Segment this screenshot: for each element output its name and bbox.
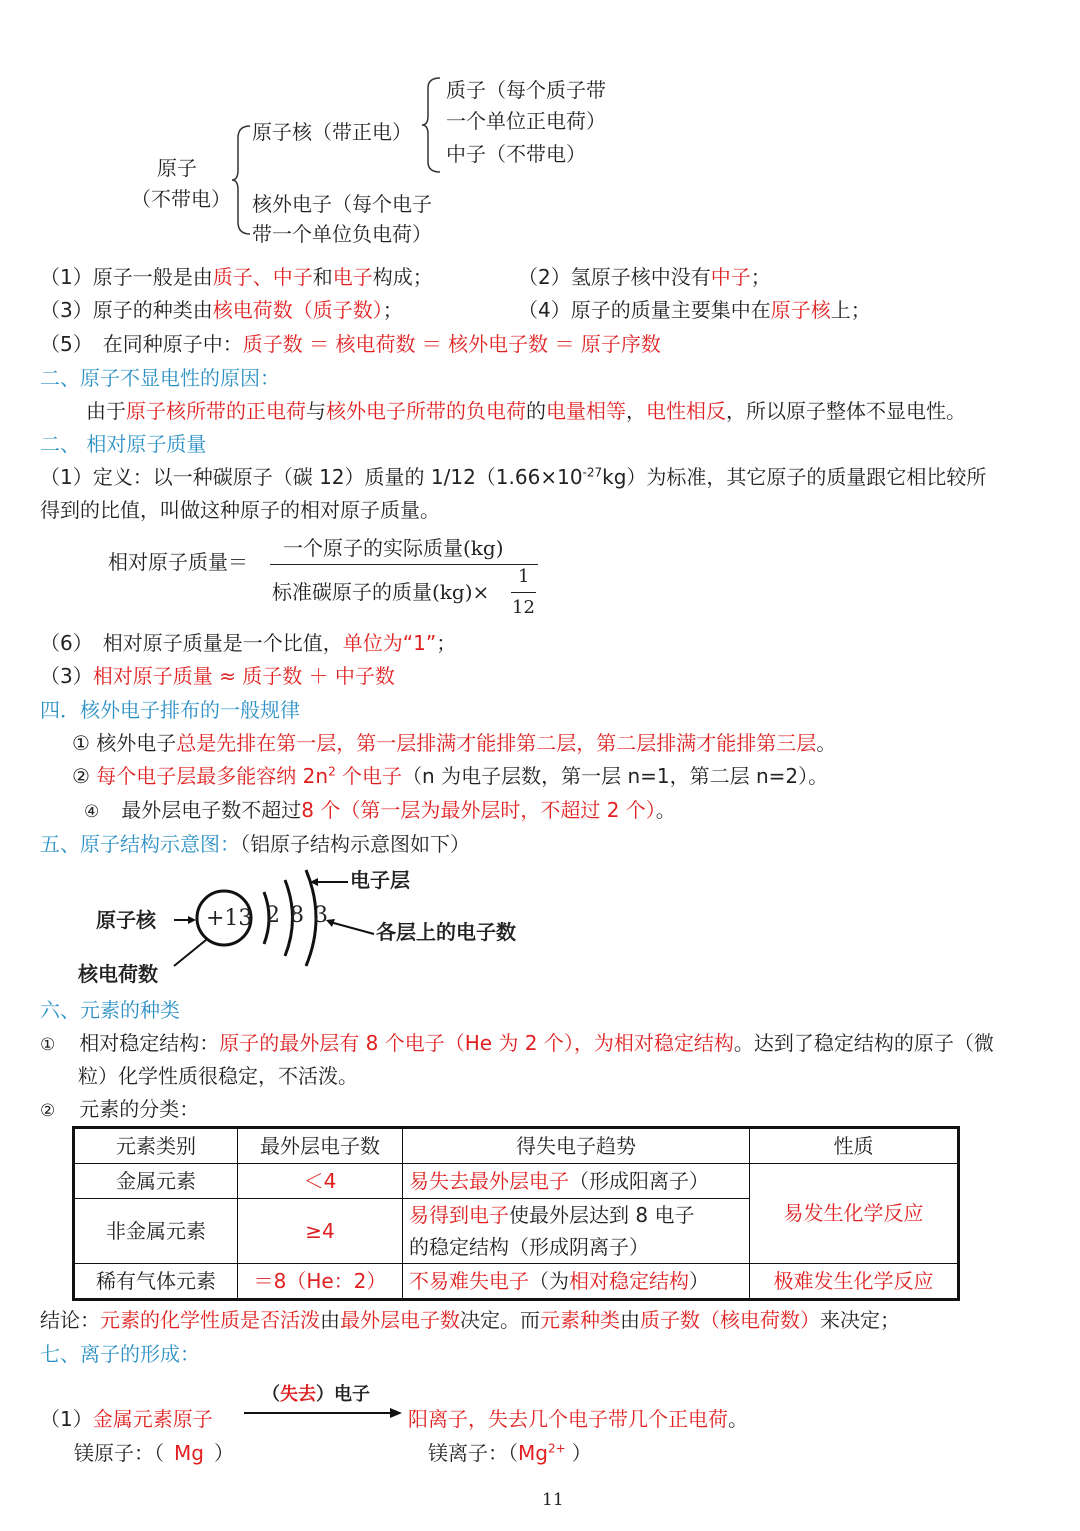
conclusion: 结论：元素的化学性质是否活泼由最外层电子数决定。而元素种类由质子数（核电荷数）来决定； [40, 1308, 900, 1332]
atom-note: （不带电） [131, 187, 231, 211]
formula-denominator: 标准碳原子的质量(kg)× [272, 580, 490, 604]
table-row [74, 1164, 959, 1199]
table-header: 性质 [750, 1128, 959, 1164]
nucleus-brace-icon [420, 76, 442, 174]
table-cell: 易得到电子使最外层达到 8 电子 的稳定结构（形成阴离子） [403, 1199, 750, 1264]
stable-structure: ① 相对稳定结构：原子的最外层有 8 个电子（He 为 2 个），为相对稳定结构。达到了稳定结构的原子（微 [40, 1031, 994, 1055]
proton-label: 质子（每个质子带 [446, 78, 606, 102]
atom-label: 原子 [157, 156, 197, 180]
fraction-bar [270, 564, 538, 565]
table-row [74, 1264, 959, 1300]
definition-line-2: 得到的比值，叫做这种原子的相对原子质量。 [40, 498, 440, 522]
section-heading-electron-rules: 四．核外电子排布的一般规律 [40, 698, 300, 722]
electron-count-label: 各层上的电子数 [376, 920, 516, 944]
table-cell: 稀有气体元素 [74, 1264, 238, 1300]
section-heading-ion-formation: 七、离子的形成： [40, 1342, 200, 1366]
fact-4: （4）原子的质量主要集中在原子核上； [518, 298, 871, 322]
table-cell: 非金属元素 [74, 1199, 238, 1264]
table-cell: 金属元素 [74, 1164, 238, 1199]
nuclear-charge: +13 [206, 906, 253, 931]
arrow-label: （失去）电子 [262, 1384, 370, 1405]
electron-label: 核外电子（每个电子 [252, 192, 432, 216]
formula-frac-den: 12 [512, 597, 535, 618]
rule-3: ④ 最外层电子数不超过8 个（第一层为最外层时，不超过 2 个）。 [84, 798, 676, 822]
ion-formation-line: （1）金属元素原子 [40, 1407, 213, 1431]
element-classification-table [72, 1126, 960, 1301]
fact-2: （2）氢原子核中没有中子； [518, 265, 771, 289]
electron-label-2: 带一个单位负电荷） [252, 222, 432, 246]
charge-label: 核电荷数 [78, 962, 158, 986]
neutron-label: 中子（不带电） [446, 142, 586, 166]
page-number: 11 [542, 1490, 564, 1510]
neutral-reason: 由于原子核所带的正电荷与核外电子所带的负电荷的电量相等，电性相反，所以原子整体不显电性。 [86, 399, 966, 423]
proton-label-2: 一个单位正电荷） [446, 109, 606, 133]
section-heading-element-types: 六、元素的种类 [40, 998, 180, 1022]
table-header: 最外层电子数 [238, 1128, 403, 1164]
table-header: 元素类别 [74, 1128, 238, 1164]
nucleus-pointer-label: 原子核 [96, 908, 156, 932]
table-header: 得失电子趋势 [403, 1128, 750, 1164]
cation-description: 阳离子，失去几个电子带几个正电荷。 [408, 1407, 748, 1431]
unit-note: （6） 相对原子质量是一个比值，单位为“1”； [40, 631, 457, 655]
table-cell: ＜4 [238, 1164, 403, 1199]
table-cell: ＝8（He：2） [238, 1264, 403, 1300]
rule-1: ① 核外电子总是先排在第一层，第一层排满才能排第二层，第二层排满才能排第三层。 [72, 731, 837, 755]
right-arrow-icon [244, 1406, 404, 1420]
magnesium-atom: 镁原子：（ Mg ） [74, 1441, 234, 1465]
definition-line-1: （1）定义：以一种碳原子（碳 12）质量的 $1/12(1.66\times 10^{-27}kg)$为标准，其它原子的质量跟它相比较所 [40, 465, 987, 489]
nucleus-label: 原子核（带正电） [252, 120, 412, 144]
table-cell: 易发生化学反应 [750, 1164, 959, 1264]
magnesium-ion: 镁离子：（$Mg^{2+}$ ） [428, 1441, 592, 1465]
table-cell: 极难发生化学反应 [750, 1264, 959, 1300]
shell-label: 电子层 [350, 868, 410, 892]
table-cell: 不易难失电子（为相对稳定结构） [403, 1264, 750, 1300]
fact-3: （3）原子的种类由核电荷数（质子数）； [40, 298, 403, 322]
formula-lhs: 相对原子质量＝ [108, 550, 248, 574]
stable-structure-line-2: 粒）化学性质很稳定，不活泼。 [78, 1064, 358, 1088]
formula-frac-num: 1 [518, 566, 530, 587]
table-cell: ≥4 [238, 1199, 403, 1264]
table-cell: 易失去最外层电子（形成阳离子） [403, 1164, 750, 1199]
atom-brace-icon [230, 124, 252, 236]
formula-numerator: 一个原子的实际质量(kg) [283, 536, 504, 560]
classification-intro: ② 元素的分类： [40, 1097, 200, 1121]
rule-2: ② 每个电子层最多能容纳 $2n^2$ 个电子（n 为电子层数，第一层 n=1，第二层 n=2）。 [72, 764, 829, 788]
fact-1: （1）原子一般是由质子、中子和电子构成； [40, 265, 433, 289]
mass-approx: （3）相对原子质量 ≈ 质子数 ＋ 中子数 [40, 664, 395, 688]
table-header-row [74, 1128, 959, 1164]
fact-5: （5） 在同种原子中：质子数 ＝ 核电荷数 ＝ 核外电子数 ＝ 原子序数 [40, 332, 661, 356]
section-heading-neutral: 二、原子不显电性的原因： [40, 366, 280, 390]
section-heading-relative-mass: 二、 相对原子质量 [40, 432, 207, 456]
electron-numbers: 2 8 3 [266, 903, 328, 928]
small-fraction-bar [511, 592, 536, 593]
section-heading-structure-diagram: 五、原子结构示意图：（铝原子结构示意图如下） [40, 832, 470, 856]
